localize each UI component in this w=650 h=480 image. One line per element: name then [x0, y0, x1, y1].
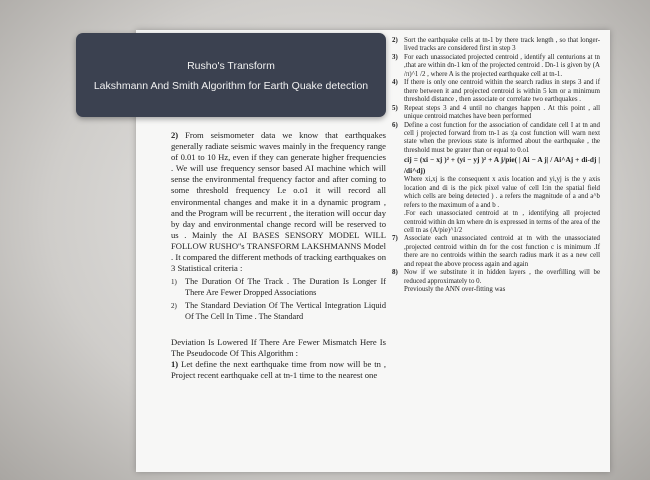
step-number: 6) [392, 121, 398, 129]
deviation-paragraph: Deviation Is Lowered If There Are Fewer Mismatch Here Is The Pseudocode Of This Algorithm : [171, 336, 386, 358]
criterion-2 [171, 301, 386, 322]
step-number: 2) [392, 37, 398, 44]
paragraph-2-number: 2) [171, 130, 179, 140]
step-number: 8) [392, 269, 398, 277]
step-number: 7) [392, 235, 398, 243]
right-column [392, 37, 600, 295]
step-text: Now if we substitute it in hidden layers , the overfilling will be reduced approximately to 0. [404, 269, 600, 285]
step-text: Associate each unassociated centroid at tn with the unassociated ,projected centroid within dn for the cost function c is minimum .If there are no centroids within the search radius mark it as a new cell and repeat the above process again and again [404, 235, 600, 268]
criterion-1-marker: 1) [171, 278, 177, 287]
paragraph-2-text: From seismometer data we know that earthquakes generally radiate seismic waves mainly in the frequency range of 0.01 to 10 Hz, even if they can generate higher frequencies . We will use frequency sensor based AI machine which will sense the environmental frequency factor and after coming to some threshold frequency I.e o.o1 it will record all environmental changes and make it in a dynamic program , and the Program will be recurrent , the iteration will occur day by day and environmental change record will be reserved to us . Mainly the AI BASES SENSORY MODEL WILL FOLLOW RUSHO''s TRANSFORM LAKSHMANNS Model . It compared the different methods of tracking earthquakes on 3 Statistical criteria : [171, 130, 386, 274]
formula-text: cij = (xi − xj )² + (yi − yj )² + A j/pie( | Ai − A j| / Ai^Aj + di-dj | /di^dj) [404, 155, 600, 175]
step-7 [392, 235, 600, 269]
banner-title: Rusho's Transform [187, 60, 275, 72]
step-text: Repeat steps 3 and 4 until no changes happen . At this point , all unique centroid matches have been performed [404, 104, 600, 121]
step-number: 5) [392, 104, 398, 112]
step-5 [392, 105, 600, 122]
criterion-1 [171, 277, 386, 298]
step-text: If there is only one centroid within the search radius in steps 3 and if there between it and projected centroid is within 5 km or a minimum threshold distance , then associate or correlate two earthquakes . [404, 79, 600, 104]
step-number: 4) [392, 79, 398, 87]
explanation-text: Where xi,xj is the consequent x axis location and yi,yj is the y axis location and di is the pick pixel value of cell I:in the spatial field which cells are being detected ) . a refers the magnitude of a and a^b refers to the maximum of a and b . [404, 176, 600, 209]
step-text: Sort the earthquake cells at tn-1 by there track length , so that longer-lived tracks are considered first in step 3 [404, 37, 600, 53]
step-2 [392, 37, 600, 54]
left-column [171, 130, 386, 381]
last-line-text: Previously the ANN over-fitting was [404, 286, 506, 294]
step-6-for-each [392, 210, 600, 235]
banner-subtitle: Lakshmann And Smith Algorithm for Earth Quake detection [93, 80, 369, 92]
step-8 [392, 269, 600, 286]
criterion-2-marker: 2) [171, 302, 177, 311]
last-line [392, 286, 600, 294]
step-6-explanation [392, 176, 600, 210]
criterion-2-text: The Standard Deviation Of The Vertical Integration Liquid Of The Cell In Time . The Standard [185, 301, 386, 321]
step-1 [171, 359, 386, 381]
for-each-text: .For each unassociated centroid at tn , identifying all projected centroid within dn km where dn is expressed in terms of the area of the cell tn as (A/pie)^1/2 [404, 210, 600, 234]
step-6 [392, 122, 600, 156]
paragraph-2 [171, 130, 386, 274]
step-3 [392, 54, 600, 79]
step-text: Define a cost function for the association of candidate cell I at tn and cell j projected forward from tn-1 as :(a cost function will warn next state when the previous state is informed about the earthquake , the threshold must be grater than or equal to 0.o1 [404, 121, 600, 154]
step-text: For each unassociated projected centroid , identify all centurions at tn ,that are within dn-1 km of the projected centroid . Dn-1 is given by (A /π)^1 /2 , where A is the projected earthquake cell at tn-1. [404, 53, 600, 78]
step-number: 3) [392, 53, 398, 61]
step-4 [392, 79, 600, 104]
cost-formula [392, 155, 600, 176]
title-banner [76, 33, 386, 117]
step-1-number: 1) [171, 358, 179, 369]
criterion-1-text: The Duration Of The Track . The Duration Is Longer If There Are Fewer Dropped Associations [185, 277, 386, 297]
step-1-text: Let define the next earthquake time from now will be tn , Project recent earthquake cell at tn-1 time to the nearest one [171, 358, 386, 380]
